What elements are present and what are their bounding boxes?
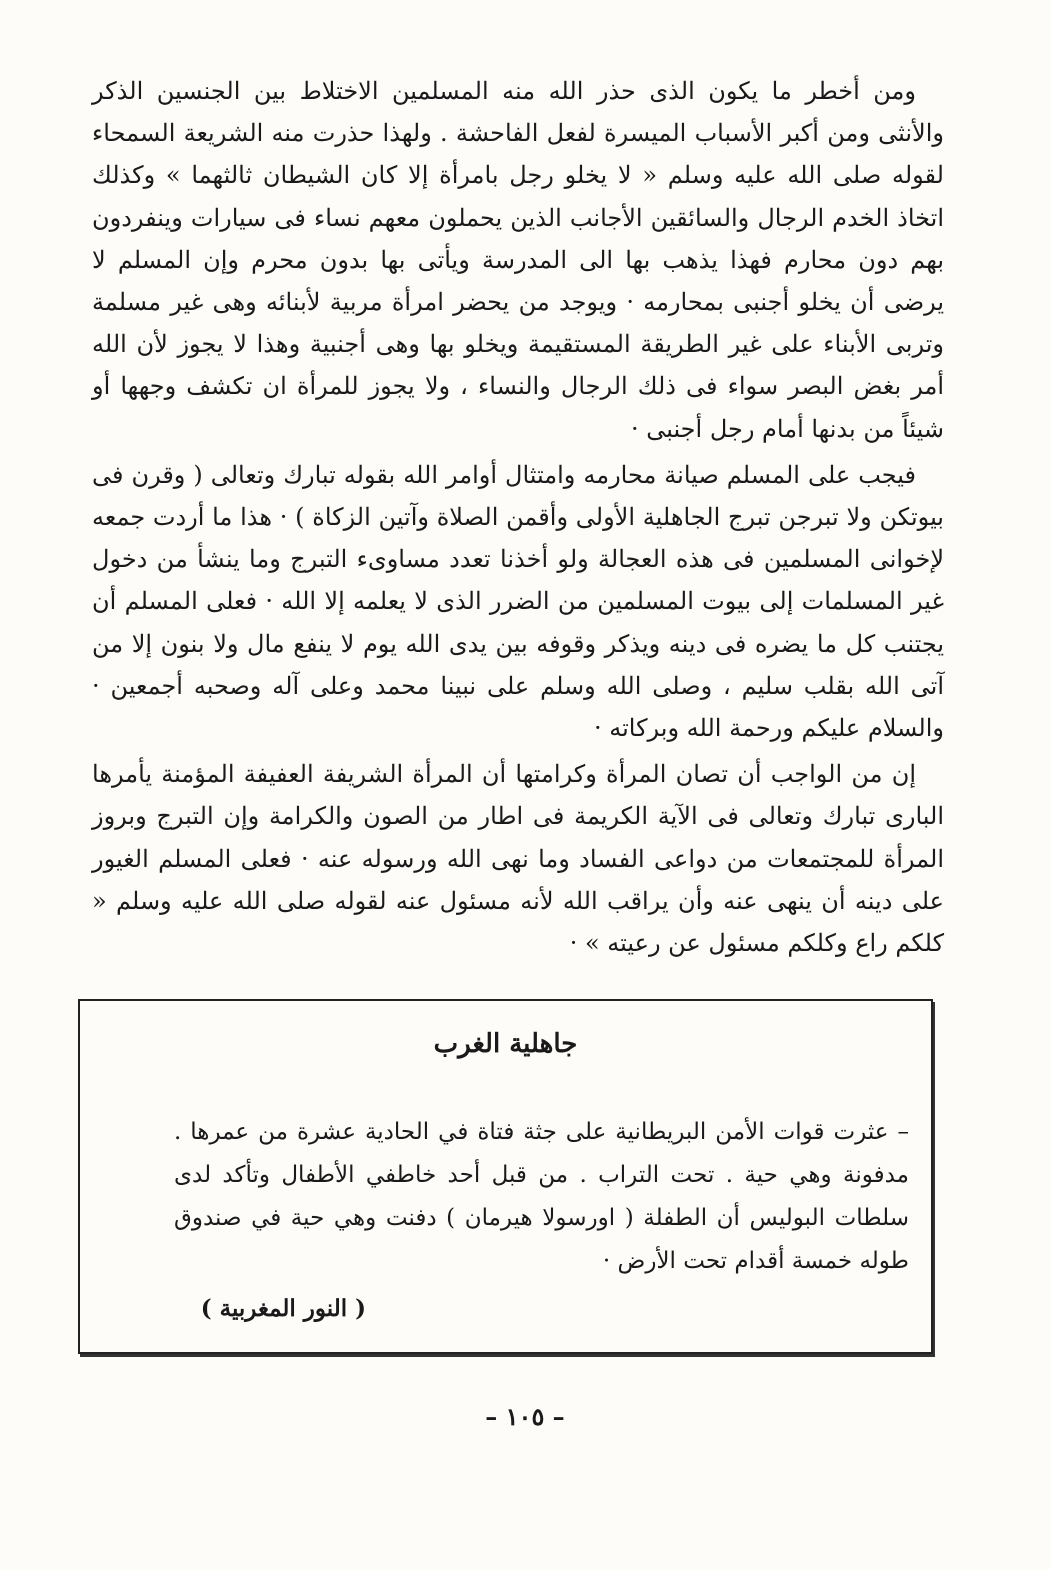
paragraph-1: ومن أخطر ما يكون الذى حذر الله منه المسلمين الاختلاط بين الجنسين الذكر والأنثى ومن أكبر الأسباب الميسرة لفعل الفاحشة . ولهذا حذرت منه الشريعة السمحاء لقوله صلى الله عليه وسلم « لا يخلو رجل بامرأة إلا كان الشيطان ثالثهما » وكذلك اتخاذ الخدم الرجال والسائقين الأجانب الذين يحملون معهم نساء فى سيارات وينفردون بهم دون محارم فهذا يذهب بها الى المدرسة ويأتى بها بدون محرم وإن المسلم لا يرضى أن يخلو أجنبى بمحارمه · ويوجد من يحضر امرأة مربية لأبنائه وهى غير مسلمة وتربى الأبناء على غير الطريقة المستقيمة ويخلو بها وهى أجنبية وهذا لا يجوز لأن الله أمر بغض البصر سواء فى ذلك الرجال والنساء ، ولا يجوز للمرأة ان تكشف وجهها أو شيئاً من بدنها أمام رجل أجنبى ·: [92, 77, 945, 443]
page-number: – ١٠٥ –: [485, 1402, 565, 1431]
box-title: جاهلية الغرب: [433, 1029, 578, 1059]
main-text: [92, 70, 944, 968]
paragraph-3: إن من الواجب أن تصان المرأة وكرامتها أن المرأة الشريفة العفيفة المؤمنة يأمرها البارى تبارك وتعالى فى الآية الكريمة فى اطار من الصون والكرامة وإن التبرج وبروز المرأة للمجتمعات من دواعى الفساد وما نهى الله ورسوله عنه · فعلى المسلم الغيور على دينه أن ينهى عنه وأن يراقب الله لأنه مسئول عنه لقوله صلى الله عليه وسلم « كلكم راع وكلكم مسئول عن رعيته » ·: [92, 760, 945, 958]
quote-box: [78, 999, 933, 1354]
box-source: ( النور المغربية ): [200, 1295, 366, 1322]
box-text: – عثرت قوات الأمن البريطانية على جثة فتاة في الحادية عشرة من عمرها . مدفونة وهي حية . تحت التراب . من قبل أحد خاطفي الأطفال وتأكد لدى سلطات البوليس أن الطفلة ( اورسولا هيرمان ) دفنت وهي حية في صندوق طوله خمسة أقدام تحت الأرض ·: [174, 1119, 909, 1274]
paragraph-2: فيجب على المسلم صيانة محارمه وامتثال أوامر الله بقوله تبارك وتعالى ( وقرن فى بيوتكن ولا تبرجن تبرج الجاهلية الأولى وأقمن الصلاة وآتين الزكاة ) · هذا ما أردت جمعه لإخوانى المسلمين فى هذه العجالة ولو أخذنا تعدد مساوىء التبرج وما ينشأ من دخول غير المسلمات إلى بيوت المسلمين من الضرر الذى لا يعلمه إلا الله · فعلى المسلم أن يجتنب كل ما يضره فى دينه ويذكر وقوفه بين يدى الله يوم لا ينفع مال ولا بنون إلا من آتى الله بقلب سليم ، وصلى الله وسلم على نبينا محمد وعلى آله وصحبه أجمعين · والسلام عليكم ورحمة الله وبركاته ·: [92, 460, 945, 743]
